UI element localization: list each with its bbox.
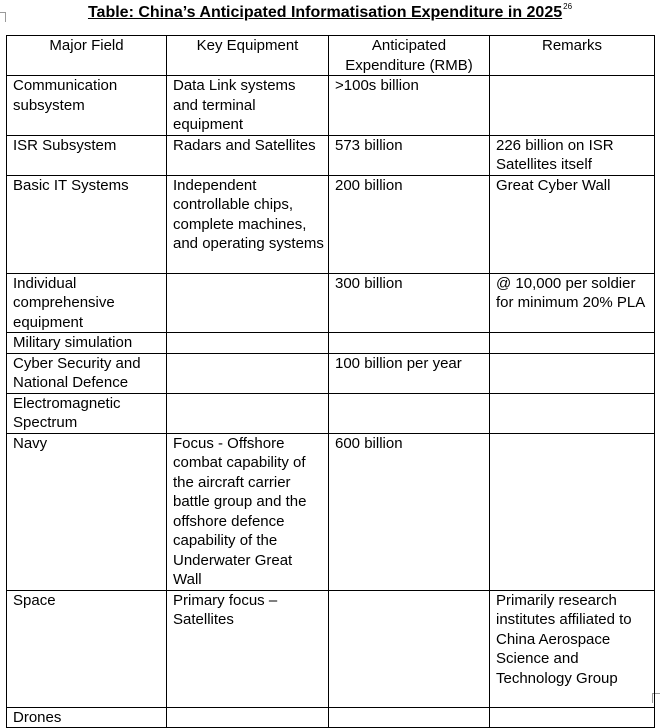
cell-expenditure: >100s billion: [329, 76, 490, 136]
cell-major-field: Electromagnetic Spectrum: [7, 393, 167, 433]
cell-key-equipment: [167, 333, 329, 354]
cell-expenditure: 100 billion per year: [329, 353, 490, 393]
column-header-key-equipment: Key Equipment: [167, 36, 329, 76]
cell-key-equipment: Independent controllable chips, complete machines, and operating systems: [167, 175, 329, 273]
cell-expenditure: [329, 393, 490, 433]
cell-major-field: ISR Subsystem: [7, 135, 167, 175]
cell-key-equipment: [167, 353, 329, 393]
cell-expenditure: 200 billion: [329, 175, 490, 273]
cell-major-field: Space: [7, 590, 167, 707]
cell-key-equipment: [167, 273, 329, 333]
table-row: [7, 393, 655, 433]
cell-remarks: Great Cyber Wall: [490, 175, 655, 273]
cell-remarks: [490, 433, 655, 590]
cell-key-equipment: Focus - Offshore combat capability of the aircraft carrier battle group and the offshore defence capability of the Underwater Great Wall: [167, 433, 329, 590]
cell-expenditure: 300 billion: [329, 273, 490, 333]
cell-expenditure: [329, 333, 490, 354]
cell-remarks: [490, 707, 655, 728]
cell-expenditure: 600 billion: [329, 433, 490, 590]
cell-key-equipment: Data Link systems and terminal equipment: [167, 76, 329, 136]
column-header-anticipated-expenditure: Anticipated Expenditure (RMB): [329, 36, 490, 76]
column-header-major-field: Major Field: [7, 36, 167, 76]
cell-remarks: [490, 353, 655, 393]
footnote-marker: 26: [563, 2, 573, 11]
cell-key-equipment: [167, 393, 329, 433]
cell-remarks: @ 10,000 per soldier for minimum 20% PLA: [490, 273, 655, 333]
cell-expenditure: [329, 590, 490, 707]
cell-key-equipment: Radars and Satellites: [167, 135, 329, 175]
cell-major-field: Communication subsystem: [7, 76, 167, 136]
table-header-row: [7, 36, 655, 76]
table-row: [7, 707, 655, 728]
table-title-text: Table: China’s Anticipated Informatisation Expenditure in 2025: [87, 4, 563, 21]
cell-expenditure: [329, 707, 490, 728]
table-row: [7, 333, 655, 354]
table-row: [7, 76, 655, 136]
table-row: [7, 273, 655, 333]
table-row: [7, 135, 655, 175]
cell-remarks: [490, 333, 655, 354]
table-title: [0, 3, 660, 23]
cell-expenditure: 573 billion: [329, 135, 490, 175]
cell-major-field: Military simulation: [7, 333, 167, 354]
cell-remarks: [490, 393, 655, 433]
cell-key-equipment: [167, 707, 329, 728]
cell-key-equipment: Primary focus – Satellites: [167, 590, 329, 707]
cell-major-field: Cyber Security and National Defence: [7, 353, 167, 393]
cell-remarks: 226 billion on ISR Satellites itself: [490, 135, 655, 175]
column-header-remarks: Remarks: [490, 36, 655, 76]
table-row: [7, 175, 655, 273]
expenditure-table: [6, 35, 655, 728]
cell-remarks: [490, 76, 655, 136]
cell-remarks: Primarily research institutes affiliated to China Aerospace Science and Technology Group: [490, 590, 655, 707]
cell-major-field: Drones: [7, 707, 167, 728]
table-row: [7, 590, 655, 707]
table-row: [7, 433, 655, 590]
cell-major-field: Navy: [7, 433, 167, 590]
table-row: [7, 353, 655, 393]
cell-major-field: Basic IT Systems: [7, 175, 167, 273]
cell-major-field: Individual comprehensive equipment: [7, 273, 167, 333]
